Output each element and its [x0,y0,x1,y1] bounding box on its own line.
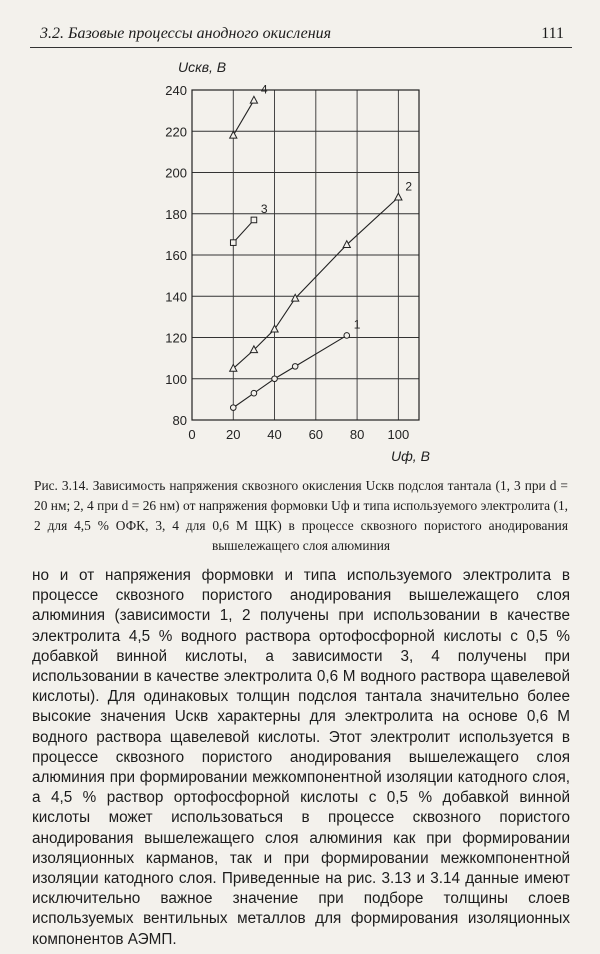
data-point-1 [292,364,298,370]
y-tick-label: 100 [165,371,187,387]
x-tick-label: 0 [188,427,196,442]
data-point-1 [344,333,350,339]
y-tick-label: 180 [165,206,187,222]
data-point-1 [230,405,236,411]
x-tick-label: 60 [308,427,324,442]
x-tick-label: 100 [387,427,410,442]
figure-caption [34,476,568,556]
caption-label: Рис. 3.14. [34,478,89,493]
x-tick-label: 40 [267,427,282,442]
y-tick-label: 240 [165,83,187,98]
series-line-3 [233,220,254,243]
curve-label-1: 1 [353,317,361,332]
data-point-4 [230,131,237,138]
curve-label-4: 4 [260,82,268,97]
y-tick-label: 220 [165,124,187,140]
data-point-2 [395,193,402,200]
data-point-1 [251,390,257,396]
section-title: 3.2. Базовые процессы анодного окисления [40,25,332,42]
y-tick-label: 120 [165,330,187,346]
series-line-1 [233,335,347,407]
data-point-3 [251,217,257,223]
data-point-3 [230,240,236,246]
body-paragraph: но и от напряжения формовки и типа используемого электролита в процессе сквозного пористого анодирования вышележащего слоя алюминия (зависимости 1, 2 получены при использовании в качестве электролита 4,5 % водного раствора ортофосфорной кислоты с 0,5 % добавкой винной кислоты, а зависимости 3, 4 получены при использовании в качестве электролита 0,6 М водного раствора щавелевой кислоты). Для одинаковых толщин подслоя тантала значительно более высокие значения Uскв характерны для электролита на основе 0,6 М водного раствора щавелевой кислоты. Этот электролит используется в процессе сквозного пористого анодирования вышележащего слоя алюминия при формировании межкомпонентной изоляции катодного слоя, а 4,5 % раствор ортофосфорной кислоты с 0,5 % добавкой винной кислоты может использоваться в процессе сквозного пористого анодирования вышележащего слоя алюминия как при формировании изоляционных карманов, так и при формировании межкомпонентной изоляции катодного слоя. Приведенные на рис. 3.13 и 3.14 данные имеют исключительно важное значение при подборе толщины слоев используемых вентильных металлов для формирования изоляционных компонентов АЭМП. [32,567,570,948]
x-tick-label: 80 [349,427,365,442]
y-tick-label: 140 [165,289,187,305]
data-point-1 [272,376,278,382]
caption-text: Зависимость напряжения сквозного окисления Uскв подслоя тантала (1, 3 при d = 20 нм; 2, 4 при d = 26 нм) от напряжения формовки Uф и типа используемого электролита (1, 2 для 4,5 % ОФК, 3, 4 для 0,6 М ЩК) в процессе сквозного пористого анодирования вышележащего слоя алюминия [34,478,568,553]
y-tick-label: 200 [165,165,187,181]
x-axis-label: Uф, В [391,448,430,464]
page-number: 111 [541,25,564,42]
curve-label-3: 3 [260,201,268,216]
data-point-4 [250,96,257,103]
y-axis-label: Uскв, В [178,59,227,75]
y-tick-label: 80 [172,413,187,428]
x-tick-label: 20 [226,427,241,442]
curve-label-2: 2 [405,179,413,194]
y-tick-label: 160 [165,248,187,263]
series-line-4 [233,100,254,135]
